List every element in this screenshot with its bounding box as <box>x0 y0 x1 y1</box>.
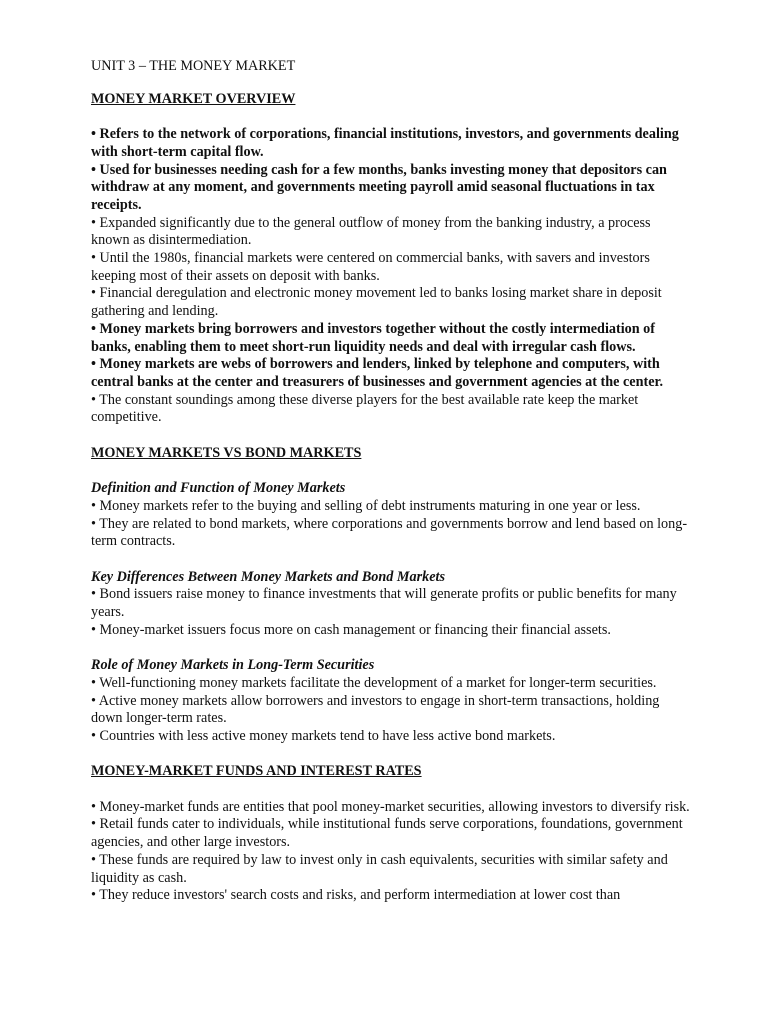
spacer <box>91 108 691 126</box>
funds-bullet-list <box>91 799 691 905</box>
list-item: • Retail funds cater to individuals, while institutional funds serve corporations, foundations, government agencies, and other large investors. <box>91 816 683 851</box>
list-item: • Countries with less active money markets tend to have less active bond markets. <box>91 727 556 744</box>
list-item: • Financial deregulation and electronic money movement led to banks losing market share in deposit gathering and lending. <box>91 285 662 320</box>
section-heading-vs-bond: MONEY MARKETS VS BOND MARKETS <box>91 444 362 461</box>
overview-bullet-list <box>91 126 691 427</box>
unit-title: UNIT 3 – THE MONEY MARKET <box>91 58 296 74</box>
list-item: • Money markets are webs of borrowers and lenders, linked by telephone and computers, with central banks at the center and treasurers of businesses and government agencies at the center. <box>91 356 664 390</box>
spacer <box>91 551 691 569</box>
differences-bullet-list <box>91 586 691 639</box>
list-item: • They are related to bond markets, where corporations and governments borrow and lend based on long-term contracts. <box>91 515 688 550</box>
section-heading-overview: MONEY MARKET OVERVIEW <box>91 90 296 107</box>
spacer <box>91 639 691 657</box>
list-item: • Used for businesses needing cash for a few months, banks investing money that depositors can withdraw at any moment, and governments meeting payroll amid seasonal fluctuations in tax receipts. <box>91 161 667 213</box>
list-item: • Money markets refer to the buying and selling of debt instruments maturing in one year or less. <box>91 497 641 514</box>
role-bullet-list <box>91 675 691 746</box>
definition-bullet-list <box>91 498 691 551</box>
list-item: • Well-functioning money markets facilitate the development of a market for longer-term securities. <box>91 674 657 691</box>
spacer <box>91 427 691 445</box>
spacer <box>91 746 691 764</box>
spacer <box>91 781 691 799</box>
list-item: • Money-market issuers focus more on cash management or financing their financial assets. <box>91 621 611 638</box>
list-item: • The constant soundings among these diverse players for the best available rate keep the market competitive. <box>91 391 639 426</box>
spacer <box>91 76 691 91</box>
list-item: • Refers to the network of corporations, financial institutions, investors, and governments dealing with short-term capital flow. <box>91 126 679 160</box>
subheading-key-differences: Key Differences Between Money Markets and Bond Markets <box>91 568 446 585</box>
subheading-definition: Definition and Function of Money Markets <box>91 480 346 497</box>
list-item: • Money markets bring borrowers and investors together without the costly intermediation of banks, enabling them to meet short-run liquidity needs and deal with irregular cash flows. <box>91 320 656 355</box>
list-item: • Active money markets allow borrowers and investors to engage in short-term transactions, holding down longer-term rates. <box>91 692 660 727</box>
document-page <box>91 58 691 905</box>
list-item: • Until the 1980s, financial markets were centered on commercial banks, with savers and investors keeping most of their assets on deposit with banks. <box>91 250 650 284</box>
list-item: • Money-market funds are entities that pool money-market securities, allowing investors to diversify risk. <box>91 798 690 815</box>
section-heading-funds: MONEY-MARKET FUNDS AND INTEREST RATES <box>91 763 422 780</box>
subheading-role: Role of Money Markets in Long-Term Securities <box>91 657 375 674</box>
list-item: • Expanded significantly due to the general outflow of money from the banking industry, a process known as disintermediation. <box>91 214 651 249</box>
list-item: • They reduce investors' search costs and risks, and perform intermediation at lower cost than <box>91 887 621 904</box>
list-item: • Bond issuers raise money to finance investments that will generate profits or public benefits for many years. <box>91 586 677 621</box>
list-item: • These funds are required by law to invest only in cash equivalents, securities with similar safety and liquidity as cash. <box>91 851 668 886</box>
spacer <box>91 462 691 480</box>
